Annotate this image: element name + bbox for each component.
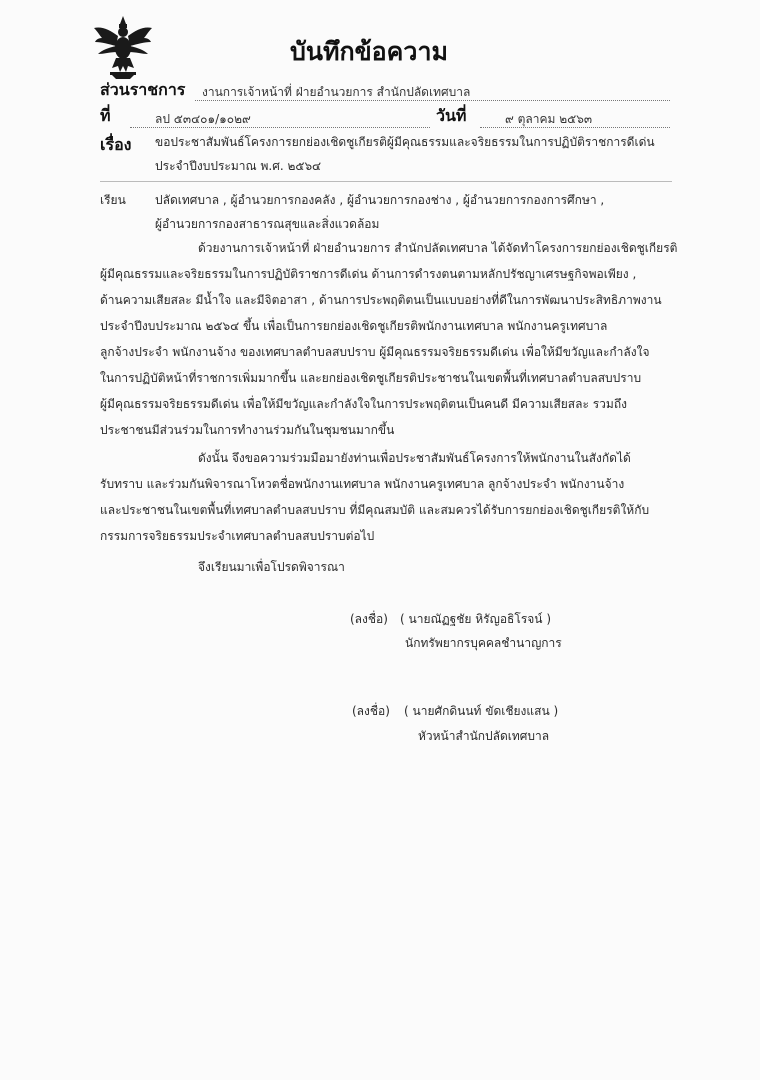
reference-underline (130, 127, 430, 128)
paragraph-line: กรรมการจริยธรรมประจำเทศบาลตำบลสบปราบต่อไป (100, 529, 375, 543)
signer-position: หัวหน้าสำนักปลัดเทศบาล (418, 729, 550, 743)
salutation-line-1: ปลัดเทศบาล , ผู้อำนวยการกองคลัง , ผู้อำนวยการกองช่าง , ผู้อำนวยการกองการศึกษา , (155, 193, 605, 207)
reference-number: ลป ๕๓๔๐๑/๑๐๒๙ (155, 112, 251, 126)
paragraph-line: ผู้มีคุณธรรมจริยธรรมดีเด่น เพื่อให้มีขวัญและกำลังใจในการประพฤติตนเป็นคนดี มีความเสียสละ รวมถึง (100, 397, 627, 411)
page-title: บันทึกข้อความ (290, 37, 448, 66)
sign-label: (ลงชื่อ) (350, 612, 388, 626)
date-underline (480, 127, 670, 128)
header-divider (100, 181, 672, 182)
date-label: วันที่ (436, 106, 467, 125)
date-value: ๙ ตุลาคม ๒๕๖๓ (505, 112, 593, 126)
reference-label: ที่ (100, 106, 111, 125)
paragraph-line: ดังนั้น จึงขอความร่วมมือมายังท่านเพื่อประชาสัมพันธ์โครงการให้พนักงานในสังกัดได้ (198, 451, 631, 465)
garuda-emblem-icon (92, 14, 154, 80)
paragraph-line: ประจำปีงบประมาณ ๒๕๖๔ ขึ้น เพื่อเป็นการยกย่องเชิดชูเกียรติพนักงานเทศบาล พนักงานครูเทศบาล (100, 319, 608, 333)
agency-underline (195, 100, 670, 101)
closing-line: จึงเรียนมาเพื่อโปรดพิจารณา (198, 560, 345, 574)
paragraph-line: ด้านความเสียสละ มีน้ำใจ และมีจิตอาสา , ด้านการประพฤติตนเป็นแบบอย่างที่ดีในการพัฒนาประสิทธิภาพงาน (100, 293, 662, 307)
salutation-label: เรียน (100, 193, 126, 207)
signer-position: นักทรัพยากรบุคคลชำนาญการ (405, 636, 562, 650)
subject-label: เรื่อง (100, 135, 132, 154)
signer-name: ( นายศักดินนท์ ขัดเชียงแสน ) (404, 704, 559, 718)
salutation-line-2: ผู้อำนวยการกองสาธารณสุขและสิ่งแวดล้อม (155, 217, 380, 231)
paragraph-line: ประชาชนมีส่วนร่วมในการทำงานร่วมกันในชุมชนมากขึ้น (100, 423, 395, 437)
agency-label: ส่วนราชการ (100, 80, 186, 99)
sign-label: (ลงชื่อ) (352, 704, 390, 718)
paragraph-line: ด้วยงานการเจ้าหน้าที่ ฝ่ายอำนวยการ สำนักปลัดเทศบาล ได้จัดทำโครงการยกย่องเชิดชูเกียรติ (198, 241, 678, 255)
paragraph-line: ในการปฏิบัติหน้าที่ราชการเพิ่มมากขึ้น และยกย่องเชิดชูเกียรติประชาชนในเขตพื้นที่เทศบาลตำบลสบปราบ (100, 371, 642, 385)
paragraph-line: และประชาชนในเขตพื้นที่เทศบาลตำบลสบปราบ ที่มีคุณสมบัติ และสมควรได้รับการยกย่องเชิดชูเกียรติให้กับ (100, 503, 650, 517)
signer-name: ( นายณัฏฐชัย หิรัญอธิโรจน์ ) (400, 612, 552, 626)
paragraph-line: รับทราบ และร่วมกันพิจารณาโหวตชื่อพนักงานเทศบาล พนักงานครูเทศบาล ลูกจ้างประจำ พนักงานจ้าง (100, 477, 625, 491)
subject-line-2: ประจำปีงบประมาณ พ.ศ. ๒๕๖๔ (155, 159, 322, 173)
paragraph-line: ผู้มีคุณธรรมและจริยธรรมในการปฏิบัติราชการดีเด่น ด้านการดำรงตนตามหลักปรัชญาเศรษฐกิจพอเพียง , (100, 267, 637, 281)
agency-value: งานการเจ้าหน้าที่ ฝ่ายอำนวยการ สำนักปลัดเทศบาล (202, 85, 471, 99)
paragraph-line: ลูกจ้างประจำ พนักงานจ้าง ของเทศบาลตำบลสบปราบ ผู้มีคุณธรรมจริยธรรมดีเด่น เพื่อให้มีขวัญและกำลังใจ (100, 345, 650, 359)
subject-line-1: ขอประชาสัมพันธ์โครงการยกย่องเชิดชูเกียรติผู้มีคุณธรรมและจริยธรรมในการปฏิบัติราชการดีเด่น (155, 135, 655, 149)
